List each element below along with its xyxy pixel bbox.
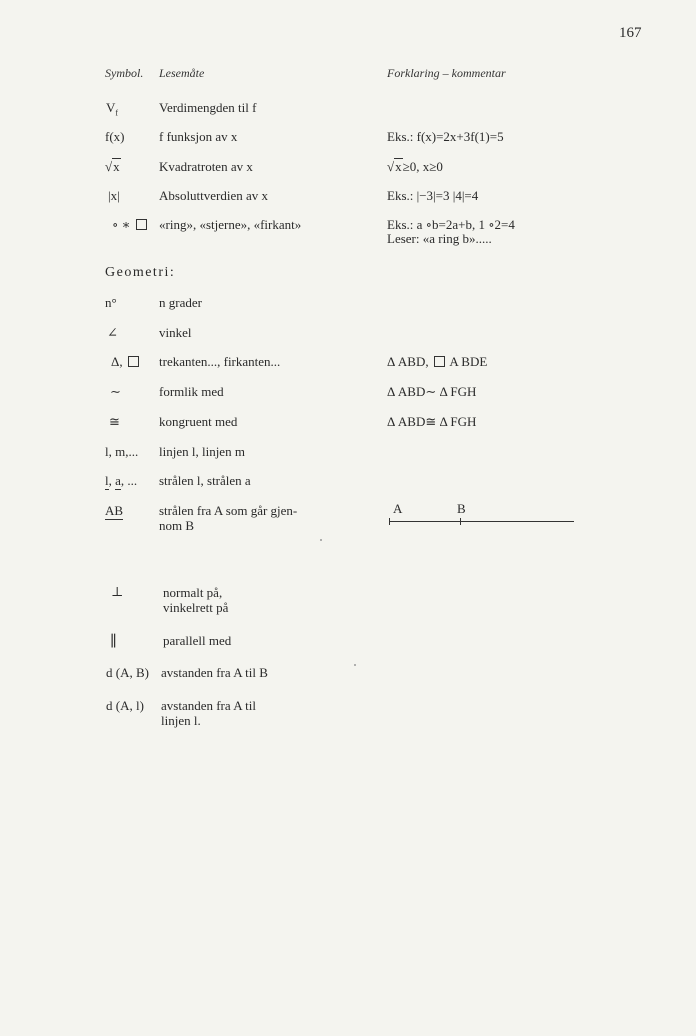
reading-perpendicular-2: vinkelrett på (163, 600, 229, 615)
symbol-congruent: ≅ (109, 414, 120, 429)
reading-angle: vinkel (159, 325, 192, 340)
square-icon (136, 219, 147, 230)
explanation-operators-1: Eks.: a ∘b=2a+b, 1 ∘2=4 (387, 217, 515, 232)
header-reading: Lesemåte (159, 66, 205, 80)
reading-distance-points: avstanden fra A til B (161, 665, 268, 680)
explanation-absolute-value: Eks.: |−3|=3 |4|=4 (387, 188, 479, 203)
square-icon (434, 356, 445, 367)
geometry-heading: Geometri: (105, 265, 176, 280)
ray-tick-a (389, 518, 390, 525)
paper-speck (354, 664, 356, 666)
symbol-square-root: √x (105, 159, 120, 174)
reading-parallel: parallell med (163, 633, 232, 648)
symbol-parallel: ∥ (110, 634, 117, 650)
symbol-value-set: $V_f$ (106, 100, 119, 118)
reading-similar: formlik med (159, 384, 224, 399)
reading-rays: strålen l, strålen a (159, 473, 251, 488)
explanation-congruent: Δ ABD≅ Δ FGH (387, 414, 477, 429)
explanation-square-root: √x≥0, x≥0 (387, 159, 443, 174)
paper-speck (320, 539, 322, 541)
symbol-angle: ∠ (107, 325, 118, 340)
symbol-lines: l, m,... (105, 444, 139, 459)
explanation-similar: Δ ABD∼ Δ FGH (387, 384, 477, 399)
symbol-distance-points: d (A, B) (106, 665, 149, 680)
symbol-function: f(x) (105, 129, 125, 144)
explanation-function: Eks.: f(x)=2x+3f(1)=5 (387, 129, 504, 144)
reading-ray-ab-1: strålen fra A som går gjen- (159, 503, 298, 518)
symbol-distance-line: d (A, l) (106, 698, 144, 713)
header-explanation: Forklaring – kommentar (387, 66, 506, 80)
reading-distance-line-2: linjen l. (161, 713, 201, 728)
explanation-operators-2: Leser: «a ring b»..... (387, 231, 492, 246)
symbol-ray-ab: AB (105, 503, 124, 518)
reading-ray-ab-2: nom B (159, 518, 195, 533)
reading-distance-line-1: avstanden fra A til (161, 698, 256, 713)
symbol-similar: ∼ (110, 384, 121, 399)
reading-absolute-value: Absoluttverdien av x (159, 188, 269, 203)
reading-congruent: kongruent med (159, 414, 238, 429)
reading-lines: linjen l, linjen m (159, 444, 245, 459)
symbol-perpendicular: ⊥ (111, 584, 124, 599)
square-icon (128, 356, 139, 367)
symbol-degrees: n° (105, 295, 117, 310)
symbol-absolute-value: |x| (108, 188, 120, 203)
ray-tick-b (460, 518, 461, 525)
reading-perpendicular-1: normalt på, (163, 585, 223, 600)
reading-degrees: n grader (159, 295, 202, 310)
ray-label-b: B (457, 501, 466, 516)
ray-label-a: A (393, 501, 403, 516)
symbol-rays: l, a, ... (105, 473, 138, 488)
reading-value-set: Verdimengden til f (159, 100, 257, 115)
ray-diagram-line (389, 521, 574, 522)
symbol-triangle-quadrilateral: Δ, (111, 354, 141, 370)
reading-operators: «ring», «stjerne», «firkant» (159, 217, 302, 232)
page-number: 167 (619, 25, 642, 41)
reading-triangle-quadrilateral: trekanten..., firkanten... (159, 354, 281, 369)
symbol-operators: ∘ ∗ (112, 217, 149, 233)
explanation-triangle-quadrilateral: Δ ABD, A BDE (387, 354, 488, 369)
reading-square-root: Kvadratroten av x (159, 159, 253, 174)
header-symbol: Symbol. (105, 66, 144, 80)
reading-function: f funksjon av x (159, 129, 238, 144)
